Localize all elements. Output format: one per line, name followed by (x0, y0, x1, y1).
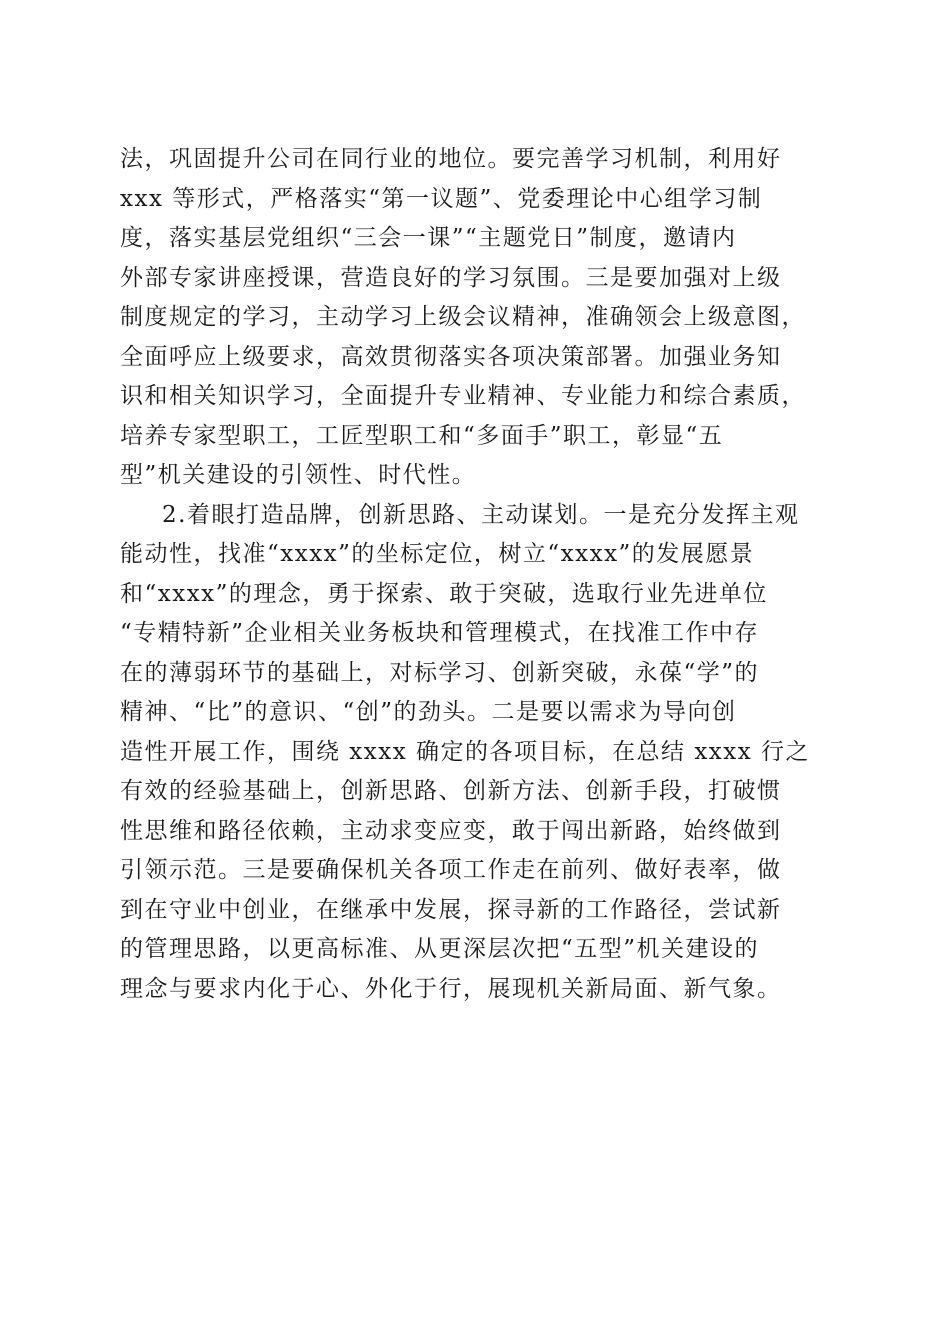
paragraph-2 (120, 496, 840, 1010)
text-line: 法，巩固提升公司在同行业的地位。要完善学习机制，利用好 (120, 146, 782, 172)
text-line: “专精特新”企业相关业务板块和管理模式，在找准工作中存 (120, 620, 760, 646)
text-line: 造性开展工作，围绕 xxxx 确定的各项目标，在总结 xxxx 行之 (120, 738, 811, 765)
text-line: 到在守业中创业，在继承中发展，探寻新的工作路径，尝试新 (120, 896, 782, 923)
text-line: 性思维和路径依赖，主动求变应变，敢于闯出新路，始终做到 (120, 817, 782, 844)
text-line: 的管理思路，以更高标准、从更深层次把“五型”机关建设的 (120, 936, 760, 962)
paragraph-1 (120, 140, 840, 496)
text-line: 有效的经验基础上，创新思路、创新方法、创新手段，打破惯 (120, 778, 782, 804)
text-line: 精神、“比”的意识、“创”的劲头。二是要以需求为导向创 (120, 699, 737, 725)
text-line: 外部专家讲座授课，营造良好的学习氛围。三是要加强对上级 (120, 264, 782, 291)
document-body (120, 140, 840, 1009)
text-line: 度，落实基层党组织“三会一课”“主题党日”制度，邀请内 (120, 225, 737, 251)
text-line: 在的薄弱环节的基础上，对标学习、创新突破，永葆“学”的 (120, 659, 760, 686)
text-line: 能动性，找准“xxxx”的坐标定位，树立“xxxx”的发展愿景 (120, 541, 755, 567)
text-line: 引领示范。三是要确保机关各项工作走在前列、做好表率，做 (120, 857, 782, 883)
text-line: 制度规定的学习，主动学习上级会议精神，准确领会上级意图， (120, 304, 806, 330)
text-line: 识和相关知识学习，全面提升专业精神、专业能力和综合素质， (120, 383, 806, 409)
text-line: 理念与要求内化于心、外化于行，展现机关新局面、新气象。 (120, 975, 782, 1002)
text-line: xxx 等形式，严格落实“第一议题”、党委理论中心组学习制 (120, 185, 763, 212)
text-line: 全面呼应上级要求，高效贯彻落实各项决策部署。加强业务知 (120, 343, 782, 370)
text-line: 和“xxxx”的理念，勇于探索、敢于突破，选取行业先进单位 (120, 580, 768, 607)
text-line: 培养专家型职工，工匠型职工和“多面手”职工，彰显“五 (120, 422, 724, 449)
text-line: 2.着眼打造品牌，创新思路、主动谋划。一是充分发挥主观 (162, 501, 800, 528)
text-line: 型”机关建设的引领性、时代性。 (120, 462, 477, 488)
